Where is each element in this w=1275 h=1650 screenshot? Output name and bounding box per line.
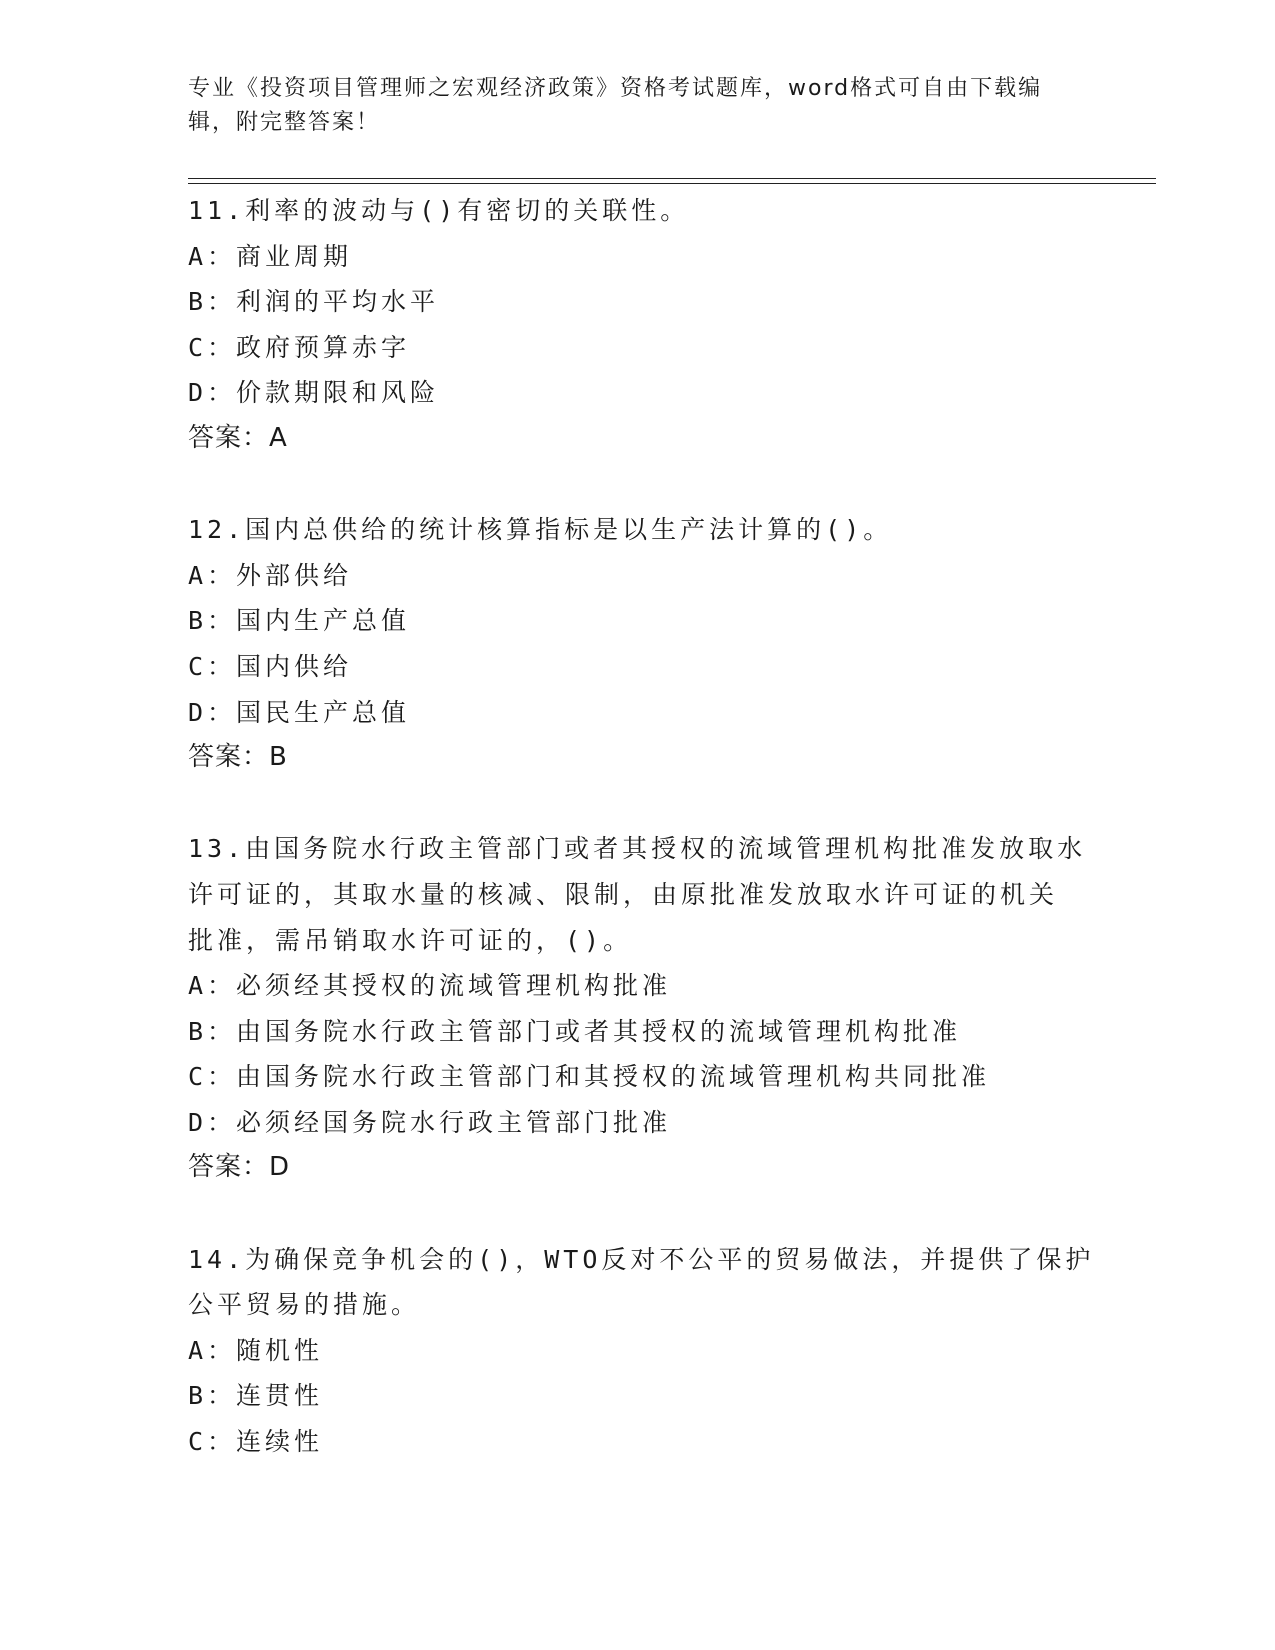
question-13 xyxy=(188,826,1088,1191)
question-list xyxy=(188,188,1095,1465)
option-c: C：连续性 xyxy=(188,1427,324,1457)
question-text-line-2: 公平贸易的措施。 xyxy=(188,1290,421,1320)
spacer xyxy=(188,1191,1088,1237)
answer: 答案：D xyxy=(188,1152,291,1183)
option-b: B：由国务院水行政主管部门或者其授权的流域管理机构批准 xyxy=(188,1016,962,1046)
header-divider-bottom xyxy=(188,183,1156,184)
answer: 答案：A xyxy=(188,422,288,453)
option-c: C：政府预算赤字 xyxy=(188,332,411,362)
option-a: A：外部供给 xyxy=(188,560,353,590)
spacer xyxy=(188,781,1088,827)
option-a: A：随机性 xyxy=(188,1335,324,1365)
option-d: D：国民生产总值 xyxy=(188,697,411,727)
question-text-line-3: 批准，需吊销取水许可证的，()。 xyxy=(188,925,633,955)
option-c: C：国内供给 xyxy=(188,651,353,681)
question-text-line-2: 许可证的，其取水量的核减、限制，由原批准发放取水许可证的机关 xyxy=(188,879,1059,909)
option-b: B：国内生产总值 xyxy=(188,606,411,636)
option-d: D：价款期限和风险 xyxy=(188,378,440,408)
question-12 xyxy=(188,507,1088,781)
option-b: B：利润的平均水平 xyxy=(188,287,440,317)
question-text-line-1: 14.为确保竞争机会的()，WTO反对不公平的贸易做法，并提供了保护 xyxy=(188,1244,1095,1274)
option-d: D：必须经国务院水行政主管部门批准 xyxy=(188,1107,672,1137)
spacer xyxy=(188,462,1088,508)
question-text-line-1: 13.由国务院水行政主管部门或者其授权的流域管理机构批准发放取水 xyxy=(188,834,1087,864)
question-text: 12.国内总供给的统计核算指标是以生产法计算的()。 xyxy=(188,515,893,545)
question-text: 11.利率的波动与()有密切的关联性。 xyxy=(188,196,690,225)
answer: 答案：B xyxy=(188,742,288,773)
option-a: A：必须经其授权的流域管理机构批准 xyxy=(188,971,672,1001)
option-b: B：连贯性 xyxy=(188,1381,324,1411)
header-divider-top xyxy=(188,178,1156,179)
question-11 xyxy=(188,188,1088,462)
document-header: 专业《投资项目管理师之宏观经济政策》资格考试题库，word格式可自由下载编辑，附完整答案！ xyxy=(188,76,1043,135)
option-a: A：商业周期 xyxy=(188,241,353,271)
question-14 xyxy=(188,1237,1095,1465)
option-c: C：由国务院水行政主管部门和其授权的流域管理机构共同批准 xyxy=(188,1062,991,1092)
